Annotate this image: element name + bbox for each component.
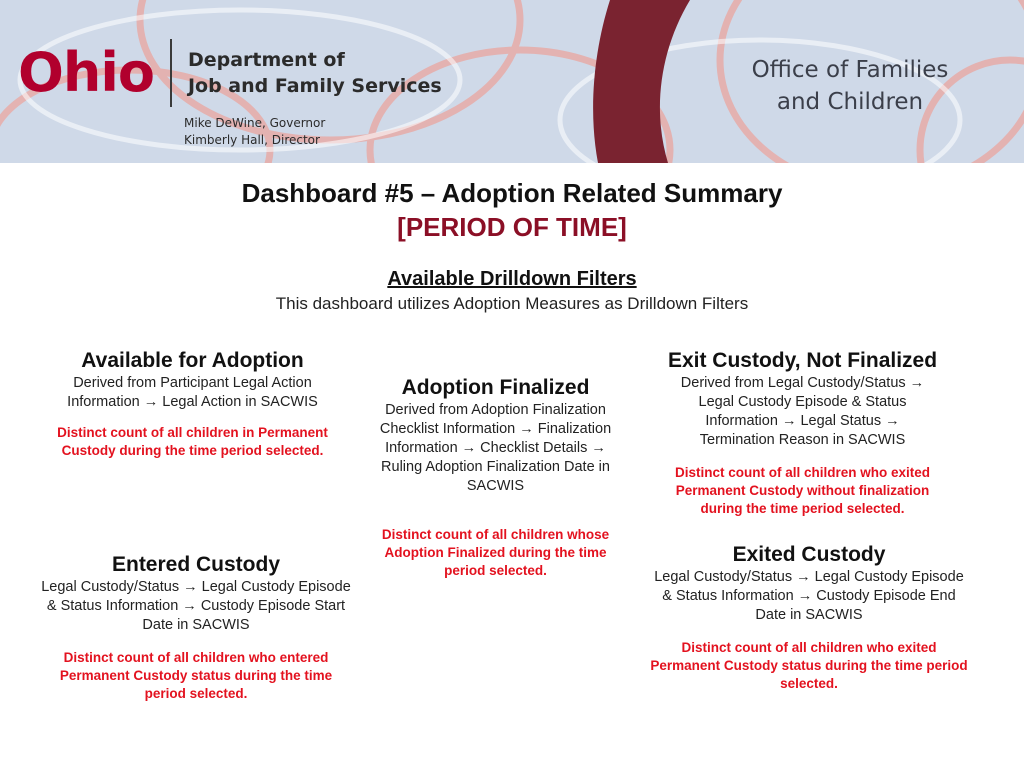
- department-name: [188, 47, 442, 99]
- measure-description: Legal Custody/Status → Legal Custody Episode & Status Information → Custody Episode Start Date in SACWIS: [41, 579, 351, 633]
- measure-note: Distinct count of all children in Permanent Custody during the time period selected.: [57, 425, 328, 458]
- measure-note: Distinct count of all children who entered Permanent Custody status during the time period selected.: [59, 650, 333, 701]
- measure-description: Derived from Participant Legal Action Information → Legal Action in SACWIS: [67, 375, 318, 410]
- department-line-1: Department of: [187, 49, 345, 71]
- filters-heading: Available Drilldown Filters: [387, 268, 637, 290]
- office-name: [720, 54, 980, 118]
- office-line-2: and Children: [776, 89, 924, 115]
- measure-note: Distinct count of all children whose Adoption Finalized during the time period selected.: [381, 527, 610, 578]
- measure-heading: Exited Custody: [732, 543, 886, 566]
- measure-exit-custody-not-finalized: [650, 348, 955, 518]
- measure-heading: Exit Custody, Not Finalized: [667, 349, 938, 372]
- measure-heading: Available for Adoption: [81, 349, 304, 372]
- department-line-2: Job and Family Services: [187, 75, 442, 97]
- measure-heading: Adoption Finalized: [401, 376, 590, 399]
- measure-description: Legal Custody/Status → Legal Custody Episode & Status Information → Custody Episode End Date in SACWIS: [654, 569, 964, 623]
- measure-available-for-adoption: [40, 348, 345, 460]
- measure-note: Distinct count of all children who exited Permanent Custody without finalization during the time period selected.: [674, 465, 931, 516]
- logo-divider: [170, 39, 172, 107]
- header-banner: [0, 0, 1024, 163]
- filters-description: This dashboard utilizes Adoption Measures as Drilldown Filters: [275, 294, 749, 313]
- director-name: Kimberly Hall, Director: [184, 133, 320, 147]
- ohio-logo: [18, 38, 442, 108]
- governor-name: Mike DeWine, Governor: [184, 116, 326, 130]
- measure-description: Derived from Adoption Finalization Checklist Information → Finalization Information → Checklist Details → Ruling Adoption Finalization Date in SACWIS: [379, 402, 612, 494]
- leadership: [184, 115, 325, 149]
- page-title: Dashboard #5 – Adoption Related Summary: [241, 178, 783, 208]
- measure-exited-custody: [650, 542, 968, 693]
- measure-note: Distinct count of all children who exited Permanent Custody status during the time period selected.: [650, 640, 968, 691]
- office-line-1: Office of Families: [751, 57, 949, 83]
- ohio-wordmark: Ohio: [18, 41, 154, 104]
- measure-adoption-finalized: [373, 375, 618, 580]
- measure-entered-custody: [40, 552, 352, 703]
- measure-description: Derived from Legal Custody/Status → Legal Custody Episode & Status Information → Legal Status → Termination Reason in SACWIS: [680, 375, 925, 448]
- page-subtitle: [PERIOD OF TIME]: [397, 212, 627, 242]
- measure-heading: Entered Custody: [111, 553, 281, 576]
